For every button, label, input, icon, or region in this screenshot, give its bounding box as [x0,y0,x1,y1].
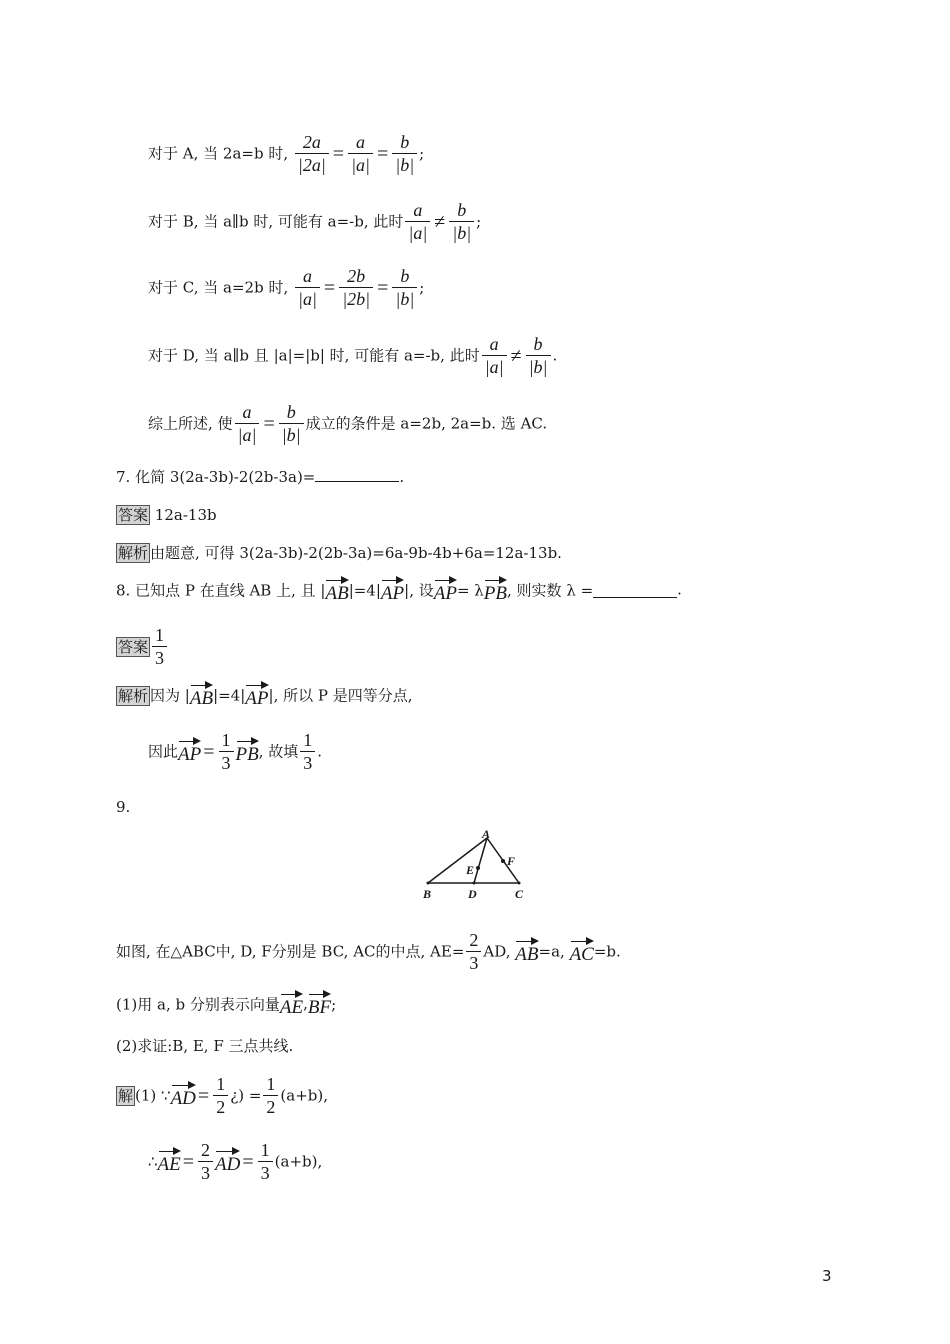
fraction: $\frac{a}{|a|}$ [235,402,260,445]
question-8: 8. 已知点 P 在直线 AB 上, 且 |AB|=4|AP|, 设AP= λPB, 则实数 λ = . [116,578,682,603]
vector-ae: AE [280,992,303,1017]
point-b-label: B [423,887,432,901]
fraction: $\frac{b}{|b|}$ [392,266,417,309]
fraction: $\frac{a}{|a|}$ [295,266,320,309]
vector-ad: AD [171,1083,196,1108]
vector-ab: AB [325,578,348,603]
fraction: $\frac{2}{3}$ [198,1140,213,1183]
point-e-label: E [466,863,475,877]
fraction: $\frac{2b}{|2b|}$ [339,266,373,309]
option-d-text: 对于 D, 当 a∥b 且 |a|=|b| 时, 可能有 a=-b, 此时 [148,346,480,365]
option-b-text: 对于 B, 当 a∥b 时, 可能有 a=-b, 此时 [148,212,404,231]
point-c-label: C [515,887,524,901]
question-7-analysis: 解析 由题意, 可得 3(2a-3b)-2(2b-3a)=6a-9b-4b+6a=12a-13b. [118,544,562,562]
fraction: $\frac{1}{3}$ [300,730,315,773]
answer-tag: 答案 [118,506,149,524]
fraction: $\frac{b}{|b|}$ [449,200,474,243]
vector-ap: AP [178,739,201,764]
summary-line: 综上所述, 使 $\frac{a}{|a|}$ = $\frac{b}{|b|}$ 成立的条件是 a=2b, 2a=b. 选 AC. [148,402,548,445]
answer-blank [593,583,677,598]
answer-blank [315,467,399,482]
point-a-label: A [482,827,491,841]
solution-line-1: 解 (1) ∵AD = $\frac{1}{2}$ ¿) = $\frac{1}{2}$ (a+b), [118,1074,329,1117]
fraction: $\frac{b}{|b|}$ [279,402,304,445]
question-9-number: 9. [116,798,131,816]
analysis-tag: 解析 [118,544,149,562]
page-number: 3 [822,1267,832,1285]
option-d-line: 对于 D, 当 a∥b 且 |a|=|b| 时, 可能有 a=-b, 此时 $\frac{a}{|a|}$ ≠ $\frac{b}{|b|}$ . [148,334,558,377]
solution-tag: 解 [118,1086,134,1105]
option-a-line: 对于 A, 当 2a=b 时, $\frac{2a}{|2a|}$ = $\frac{a}{|a|}$ = $\frac{b}{|b|}$ ; [148,132,425,175]
fraction: $\frac{a}{|a|}$ [405,200,430,243]
vector-ap: AP [245,683,268,708]
fraction: $\frac{1}{3}$ [219,730,234,773]
vector-ap: AP [381,578,404,603]
solution-line-2: ∴AE = $\frac{2}{3}$ AD = $\frac{1}{3}$ (a+b), [148,1140,323,1183]
question-9-part-2: (2)求证:B, E, F 三点共线. [116,1037,294,1055]
vector-pb: PB [236,739,259,764]
analysis-tag: 解析 [118,686,149,705]
vector-bf: BF [308,992,331,1017]
option-c-line: 对于 C, 当 a=2b 时, $\frac{a}{|a|}$ = $\frac{2b}{|2b|}$ = $\frac{b}{|b|}$ ; [148,266,425,309]
triangle-figure [418,826,536,904]
vector-ap: AP [434,578,457,603]
vector-ab: AB [515,939,538,964]
option-b-line: 对于 B, 当 a∥b 时, 可能有 a=-b, 此时 $\frac{a}{|a|}$ ≠ $\frac{b}{|b|}$ ; [148,200,482,243]
question-8-answer [116,625,169,668]
fraction: $\frac{2a}{|2a|}$ [295,132,329,175]
vector-ac: AC [570,939,594,964]
fraction: $\frac{1}{3}$ [258,1140,273,1183]
answer-tag: 答案 [118,637,149,656]
vector-ab: AB [190,683,213,708]
question-9-part-1: (1)用 a, b 分别表示向量AE,BF; [116,992,336,1017]
question-8-therefore: 因此AP = $\frac{1}{3}$ PB, 故填 $\frac{1}{3}$ . [148,730,323,773]
question-7: 7. 化简 3(2a-3b)-2(2b-3a)= . [116,468,405,486]
question-8-analysis: 解析 因为 |AB|=4|AP|, 所以 P 是四等分点, [116,683,413,708]
fraction: $\frac{b}{|b|}$ [392,132,417,175]
point-d-label: D [468,887,477,901]
fraction: $\frac{1}{3}$ [152,625,167,668]
question-7-answer: 答案 12a-13b [118,506,217,524]
fraction: $\frac{b}{|b|}$ [526,334,551,377]
fraction: $\frac{a}{|a|}$ [348,132,373,175]
fraction: $\frac{1}{2}$ [263,1074,278,1117]
vector-ad: AD [215,1149,240,1174]
vector-pb: PB [484,578,507,603]
vector-ae: AE [158,1149,181,1174]
fraction: $\frac{2}{3}$ [466,930,481,973]
point-f-label: F [507,854,516,868]
option-a-text: 对于 A, 当 2a=b 时, [148,144,289,163]
fraction: $\frac{a}{|a|}$ [482,334,507,377]
question-9-statement: 如图, 在△ABC中, D, F分别是 BC, AC的中点, AE= $\frac{2}{3}$ AD, AB=a, AC=b. [116,930,621,973]
fraction: $\frac{1}{2}$ [213,1074,228,1117]
option-c-text: 对于 C, 当 a=2b 时, [148,278,289,297]
